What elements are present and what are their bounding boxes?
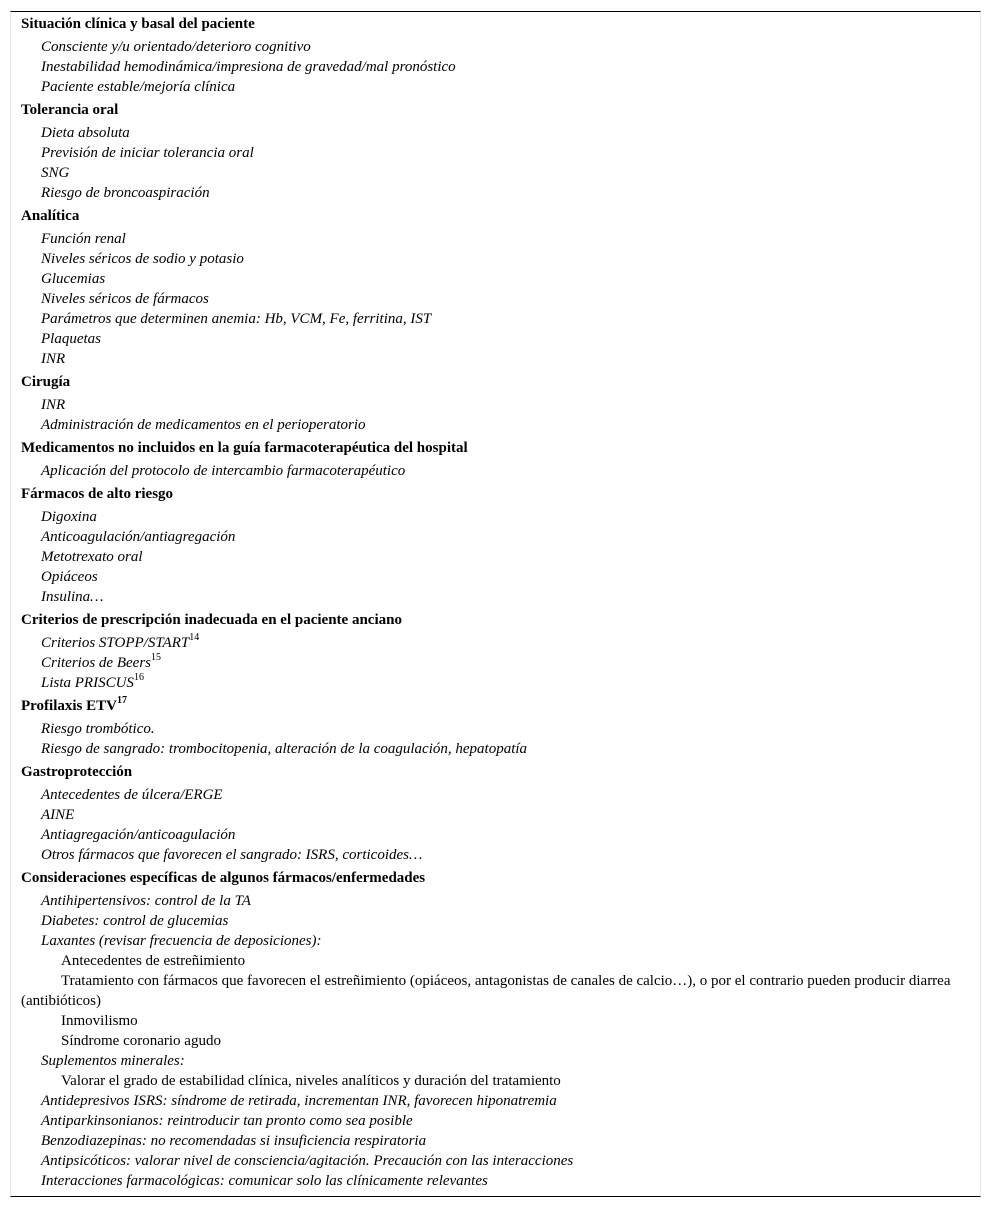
sub-item: Tratamiento con fármacos que favorecen el estreñimiento (opiáceos, antagonistas de canales de calcio…), o por el contrario pueden producir diarrea (antibióticos) (21, 973, 951, 1009)
list-item: Antecedentes de úlcera/ERGE (41, 787, 223, 803)
list-item: Riesgo de sangrado: trombocitopenia, alteración de la coagulación, hepatopatía (41, 741, 528, 757)
list-item: Administración de medicamentos en el perioperatorio (41, 417, 366, 433)
list-item: Digoxina (41, 509, 97, 525)
section-items (21, 123, 956, 203)
section-items (21, 229, 956, 369)
list-item: Paciente estable/mejoría clínica (41, 79, 236, 95)
list-item: Inestabilidad hemodinámica/impresiona de gravedad/mal pronóstico (41, 59, 456, 75)
list-item: Glucemias (41, 271, 106, 287)
section-items (21, 395, 956, 435)
list-item: Niveles séricos de sodio y potasio (41, 251, 244, 267)
list-item: Previsión de iniciar tolerancia oral (41, 145, 254, 161)
section-items (21, 461, 956, 481)
section-title-medicamentos-no-incluidos-en-la-guia-far: Medicamentos no incluidos en la guía farmacoterapéutica del hospital (21, 440, 468, 456)
list-item: Antiagregación/anticoagulación (41, 827, 236, 843)
reference-superscript: 17 (116, 695, 127, 706)
list-item: Otros fármacos que favorecen el sangrado: ISRS, corticoides… (41, 847, 423, 863)
list-item: Criterios de Beers$^{15}$ (41, 652, 161, 671)
list-item: Antidepresivos ISRS: síndrome de retirada, incrementan INR, favorecen hiponatremia (41, 1093, 557, 1109)
section-title-criterios-de-prescripcion-inadecuada-en-: Criterios de prescripción inadecuada en el paciente anciano (21, 612, 402, 628)
list-item: Benzodiazepinas: no recomendadas si insuficiencia respiratoria (41, 1133, 427, 1149)
list-item: Aplicación del protocolo de intercambio farmacoterapéutico (41, 463, 406, 479)
list-item: Niveles séricos de fármacos (41, 291, 209, 307)
list-item: Opiáceos (41, 569, 98, 585)
section-items (21, 507, 956, 607)
list-item: Dieta absoluta (41, 125, 130, 141)
sub-item: Síndrome coronario agudo (61, 1033, 221, 1049)
section-items (21, 785, 956, 865)
section-title-situacion-clinica-y-basal-del-paciente: Situación clínica y basal del paciente (21, 16, 255, 32)
section-title-gastroproteccion: Gastroprotección (21, 764, 133, 780)
sub-item: Valorar el grado de estabilidad clínica, niveles analíticos y duración del tratamiento (61, 1073, 561, 1089)
list-item: INR (41, 397, 66, 413)
section-title-tolerancia-oral: Tolerancia oral (21, 102, 119, 118)
table-content (21, 14, 956, 1191)
reference-superscript: 14 (189, 632, 200, 643)
list-item: SNG (41, 165, 70, 181)
section-title-consideraciones-especificas-de-algunos-f: Consideraciones específicas de algunos fármacos/enfermedades (21, 870, 426, 886)
section-items (21, 37, 956, 97)
list-item: Insulina… (41, 589, 104, 605)
list-item: Suplementos minerales: (41, 1053, 185, 1069)
section-title-farmacos-de-alto-riesgo: Fármacos de alto riesgo (21, 486, 174, 502)
section-items (21, 633, 956, 693)
criteria-table (10, 11, 981, 1197)
sub-item: Antecedentes de estreñimiento (61, 953, 246, 969)
list-item: Diabetes: control de glucemias (41, 913, 229, 929)
list-item: Antiparkinsonianos: reintroducir tan pronto como sea posible (41, 1113, 413, 1129)
list-item: Criterios STOPP/START$^{14}$ (41, 632, 200, 651)
sub-item: Inmovilismo (61, 1013, 138, 1029)
list-item: Función renal (41, 231, 126, 247)
reference-superscript: 15 (151, 652, 161, 663)
list-item: Antihipertensivos: control de la TA (41, 893, 251, 909)
list-item: Laxantes (revisar frecuencia de deposiciones): (41, 933, 322, 949)
list-item: Lista PRISCUS$^{16}$ (41, 672, 144, 691)
section-items (21, 891, 956, 1191)
list-item: Anticoagulación/antiagregación (41, 529, 236, 545)
list-item: Consciente y/u orientado/deterioro cognitivo (41, 39, 311, 55)
list-item: Riesgo trombótico. (41, 721, 155, 737)
list-item: Parámetros que determinen anemia: Hb, VCM, Fe, ferritina, IST (41, 311, 432, 327)
section-title-analitica: Analítica (21, 208, 80, 224)
list-item: Riesgo de broncoaspiración (41, 185, 210, 201)
list-item: INR (41, 351, 66, 367)
section-title-profilaxis-etv: Profilaxis ETV$^{17}$ (21, 695, 127, 714)
section-title-cirugia: Cirugía (21, 374, 71, 390)
list-item: AINE (41, 807, 75, 823)
reference-superscript: 16 (133, 672, 144, 683)
section-items (21, 719, 956, 759)
list-item: Plaquetas (41, 331, 101, 347)
list-item: Interacciones farmacológicas: comunicar solo las clínicamente relevantes (41, 1173, 488, 1189)
list-item: Antipsicóticos: valorar nivel de consciencia/agitación. Precaución con las interacciones (41, 1153, 574, 1169)
list-item: Metotrexato oral (41, 549, 143, 565)
